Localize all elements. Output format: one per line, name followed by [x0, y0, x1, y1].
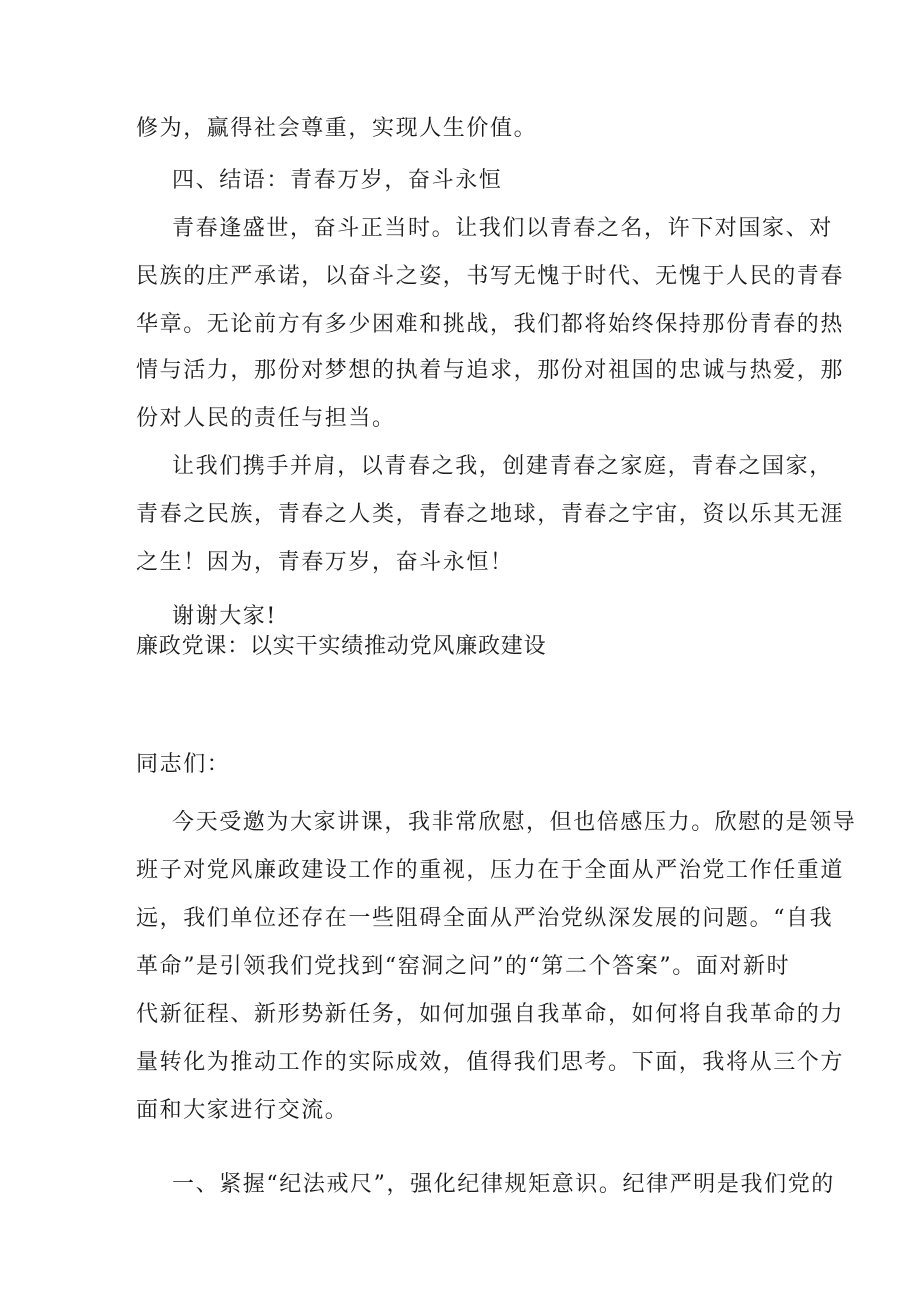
paragraph-line: 之生！因为，青春万岁，奋斗永恒！	[136, 550, 514, 575]
paragraph-line: 革命”是引领我们党找到“窑洞之问”的“第二个答案”。面对新时	[136, 954, 791, 979]
paragraph-line: 份对人民的责任与担当。	[136, 406, 396, 431]
paragraph-line: 量转化为推动工作的实际成效，值得我们思考。下面，我将从三个方	[136, 1050, 845, 1075]
document-title: 廉政党课：以实干实绩推动党风廉政建设	[136, 634, 547, 659]
paragraph-line: 情与活力，那份对梦想的执着与追求，那份对祖国的忠诚与热爱，那	[136, 358, 845, 383]
closing-line: 谢谢大家!	[172, 604, 277, 629]
section-heading: 一、紧握“纪法戒尺”，强化纪律规矩意识。纪律严明是我们党的	[172, 1172, 835, 1197]
paragraph-line: 青春之民族，青春之人类，青春之地球，青春之宇宙，资以乐其无涯	[136, 502, 845, 527]
paragraph-line: 今天受邀为大家讲课，我非常欣慰，但也倍感压力。欣慰的是领导	[172, 810, 857, 835]
section-heading: 四、结语：青春万岁，奋斗永恒	[172, 168, 503, 193]
paragraph-line: 面和大家进行交流。	[136, 1098, 349, 1123]
salutation: 同志们：	[136, 752, 231, 777]
paragraph-line: 修为，赢得社会尊重，实现人生价值。	[136, 116, 538, 141]
paragraph-line: 代新征程、新形势新任务，如何加强自我革命，如何将自我革命的力	[136, 1002, 845, 1027]
paragraph-line: 华章。无论前方有多少困难和挑战，我们都将始终保持那份青春的热	[136, 312, 845, 337]
paragraph-line: 让我们携手并肩，以青春之我，创建青春之家庭，青春之国家，	[172, 454, 833, 479]
paragraph-line: 民族的庄严承诺，以奋斗之姿，书写无愧于时代、无愧于人民的青春	[136, 264, 845, 289]
paragraph-line: 班子对党风廉政建设工作的重视，压力在于全面从严治党工作任重道	[136, 858, 845, 883]
paragraph-line: 青春逢盛世，奋斗正当时。让我们以青春之名，许下对国家、对	[172, 216, 833, 241]
paragraph-line: 远，我们单位还存在一些阻碍全面从严治党纵深发展的问题。“自我	[136, 906, 834, 931]
